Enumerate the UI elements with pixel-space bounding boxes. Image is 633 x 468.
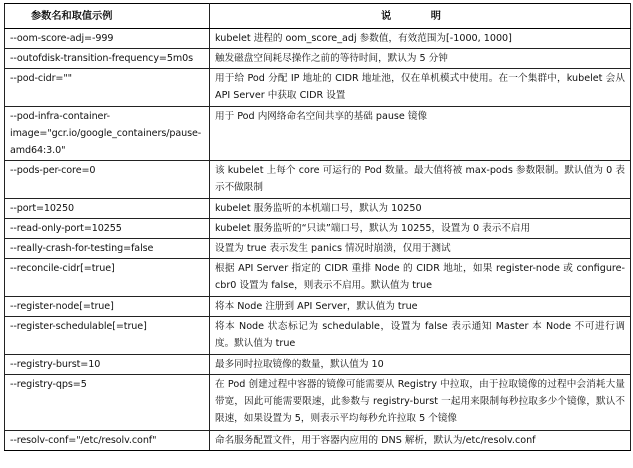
desc-cell: 该 kubelet 上每个 core 可运行的 Pod 数量。最大值将被 max-pods 参数限制。默认值为 0 表示不做限制: [210, 161, 631, 199]
table-row: [5, 259, 631, 297]
table-row: [5, 69, 631, 107]
param-cell: --registry-burst=10: [5, 355, 210, 375]
param-cell: --resolv-conf="/etc/resolv.conf": [5, 431, 210, 451]
table-row: [5, 29, 631, 49]
desc-cell: 根据 API Server 指定的 CIDR 重排 Node 的 CIDR 地址，如果 register-node 或 configure-cbr0 设置为 false，则表示不启用。默认值为 true: [210, 259, 631, 297]
table-row: [5, 107, 631, 161]
table-header-row: [5, 4, 631, 29]
desc-cell: 用于 Pod 内网络命名空间共享的基础 pause 镜像: [210, 107, 631, 161]
desc-cell: 在 Pod 创建过程中容器的镜像可能需要从 Registry 中拉取，由于拉取镜像的过程中会消耗大量带宽，因此可能需要限速，此参数与 registry-burst 一起用来限制每秒拉取多少个镜像，默认不限速，如果设置为 5，则表示平均每秒允许拉取 5 个镜像: [210, 375, 631, 431]
desc-cell: kubelet 服务监听的“只读”端口号，默认为 10255，设置为 0 表示不启用: [210, 219, 631, 239]
table-row: [5, 431, 631, 451]
table-row: [5, 375, 631, 431]
param-cell: --really-crash-for-testing=false: [5, 239, 210, 259]
table-row: [5, 161, 631, 199]
desc-cell: 最多同时拉取镜像的数量，默认值为 10: [210, 355, 631, 375]
param-cell: --pod-cidr="": [5, 69, 210, 107]
parameter-table: [4, 3, 631, 451]
header-param: 参数名和取值示例: [5, 4, 210, 29]
table-row: [5, 297, 631, 317]
desc-cell: 触发磁盘空间耗尽操作之前的等待时间，默认为 5 分钟: [210, 49, 631, 69]
table-row: [5, 199, 631, 219]
header-description: [210, 4, 631, 29]
desc-cell: 将本 Node 状态标记为 schedulable，设置为 false 表示通知 Master 本 Node 不可进行调度。默认值为 true: [210, 317, 631, 355]
desc-cell: 设置为 true 表示发生 panics 情况时崩溃，仅用于测试: [210, 239, 631, 259]
desc-cell: 用于给 Pod 分配 IP 地址的 CIDR 地址池，仅在单机模式中使用。在一个集群中，kubelet 会从 API Server 中获取 CIDR 设置: [210, 69, 631, 107]
header-description-label: 说 明: [381, 10, 459, 22]
table-row: [5, 317, 631, 355]
table-row: [5, 49, 631, 69]
desc-cell: kubelet 服务监听的本机端口号，默认为 10250: [210, 199, 631, 219]
table-row: [5, 219, 631, 239]
param-cell: --register-node[=true]: [5, 297, 210, 317]
param-cell: --port=10250: [5, 199, 210, 219]
param-cell: --registry-qps=5: [5, 375, 210, 431]
desc-cell: kubelet 进程的 oom_score_adj 参数值，有效范围为[-1000, 1000]: [210, 29, 631, 49]
param-cell: --pod-infra-container-image="gcr.io/google_containers/pause-amd64:3.0": [5, 107, 210, 161]
table-row: [5, 355, 631, 375]
param-cell: --outofdisk-transition-frequency=5m0s: [5, 49, 210, 69]
param-cell: --pods-per-core=0: [5, 161, 210, 199]
param-cell: --read-only-port=10255: [5, 219, 210, 239]
param-cell: --register-schedulable[=true]: [5, 317, 210, 355]
param-cell: --oom-score-adj=-999: [5, 29, 210, 49]
table-row: [5, 239, 631, 259]
desc-cell: 将本 Node 注册到 API Server，默认值为 true: [210, 297, 631, 317]
desc-cell: 命名服务配置文件，用于容器内应用的 DNS 解析，默认为/etc/resolv.conf: [210, 431, 631, 451]
param-cell: --reconcile-cidr[=true]: [5, 259, 210, 297]
